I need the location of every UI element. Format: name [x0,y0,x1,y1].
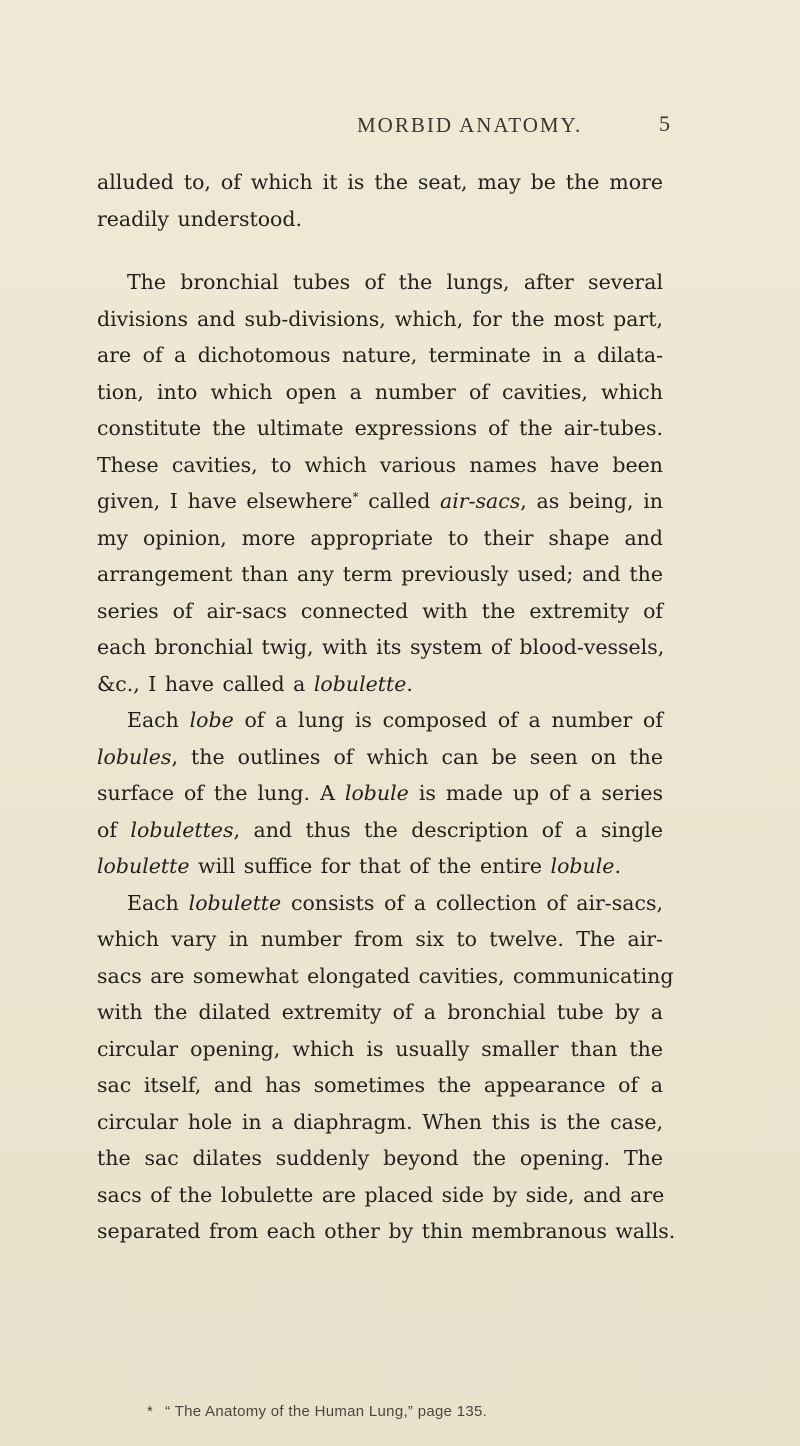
text-run: Each [127,708,190,732]
text-line: the sac dilates suddenly beyond the opening. The [97,1146,663,1170]
footnote [147,1403,487,1420]
italic-term: lobulette [313,671,407,696]
text-line: with the dilated extremity of a bronchial tube by a [97,1000,663,1024]
body-text [97,164,676,1250]
text-line: circular opening, which is usually smaller than the [97,1036,663,1061]
text-line [97,848,663,885]
italic-term: lobe [189,708,234,732]
paragraph-1 [97,164,663,237]
page-number: 5 [659,111,670,136]
italic-term: lobulette [188,890,282,915]
text-line: circular hole in a diaphragm. When this is the case, [97,1109,663,1134]
text-line: sacs are somewhat elongated cavities, communicating [97,963,674,988]
text-run: consists of a collection of air-sacs, [281,890,663,915]
text-line [97,885,663,922]
text-run: &c., I have called a [97,671,314,696]
text-run: , and thus the description of a single [233,817,663,842]
text-run: will suffice for that of the entire [189,854,551,878]
text-line: sacs of the lobulette are placed side by side, and are [97,1182,665,1207]
text-line: my opinion, more appropriate to their shape and [97,525,663,550]
text-line [97,666,663,703]
text-run: of a lung is composed of a number of [233,708,663,732]
text-line: arrangement than any term previously used; and the [97,562,663,586]
paragraph-2 [97,264,663,702]
text-line: series of air-sacs connected with the extremity of [97,598,663,623]
text-run: . [614,854,621,878]
text-line: divisions and sub-divisions, which, for the most part, [97,306,663,331]
text-run: . [406,671,413,696]
footnote-text: “ The Anatomy of the Human Lung,” page 135. [165,1403,488,1420]
text-line [97,739,663,776]
text-line: constitute the ultimate expressions of the air-tubes. [97,416,663,440]
text-line: alluded to, of which it is the seat, may be the more [97,170,663,194]
italic-term: lobule [550,854,615,878]
text-line: tion, into which open a number of cavities, which [97,379,663,404]
footnote-reference: * [352,490,359,504]
text-run: , as being, in [520,489,663,513]
running-head [0,113,800,137]
text-run: , the outlines of which can be seen on the [171,744,663,769]
text-line: which vary in number from six to twelve. The air- [97,927,663,951]
text-line: each bronchial twig, with its system of blood-vessels, [97,635,665,659]
text-line: separated from each other by thin membranous walls. [97,1219,676,1243]
footnote-mark: * [147,1403,154,1420]
italic-term: lobule [344,781,409,805]
text-line: readily understood. [97,206,303,231]
text-run: given, I have elsewhere [97,489,353,513]
text-run: is made up of a series [408,781,664,805]
paragraph-4 [97,885,676,1250]
text-run: called [358,489,441,513]
text-line [97,812,663,849]
paragraph-3 [97,702,663,885]
text-run: surface of the lung. A [97,781,345,805]
italic-term: lobulette [97,854,190,878]
text-line [97,483,663,520]
text-line: are of a dichotomous nature, terminate in a dilata- [97,343,663,367]
text-run: Each [127,890,189,915]
text-line: The bronchial tubes of the lungs, after several [127,270,663,294]
text-line [97,775,663,812]
italic-term: air-sacs [440,489,521,513]
text-line: These cavities, to which various names have been [97,452,663,477]
text-line: sac itself, and has sometimes the appearance of a [97,1073,663,1097]
italic-term: lobulettes [130,817,234,842]
text-run: of [97,817,131,842]
running-title: MORBID ANATOMY. [357,113,583,137]
italic-term: lobules [97,744,172,769]
paragraph-gap [97,237,663,264]
text-line [97,702,663,739]
